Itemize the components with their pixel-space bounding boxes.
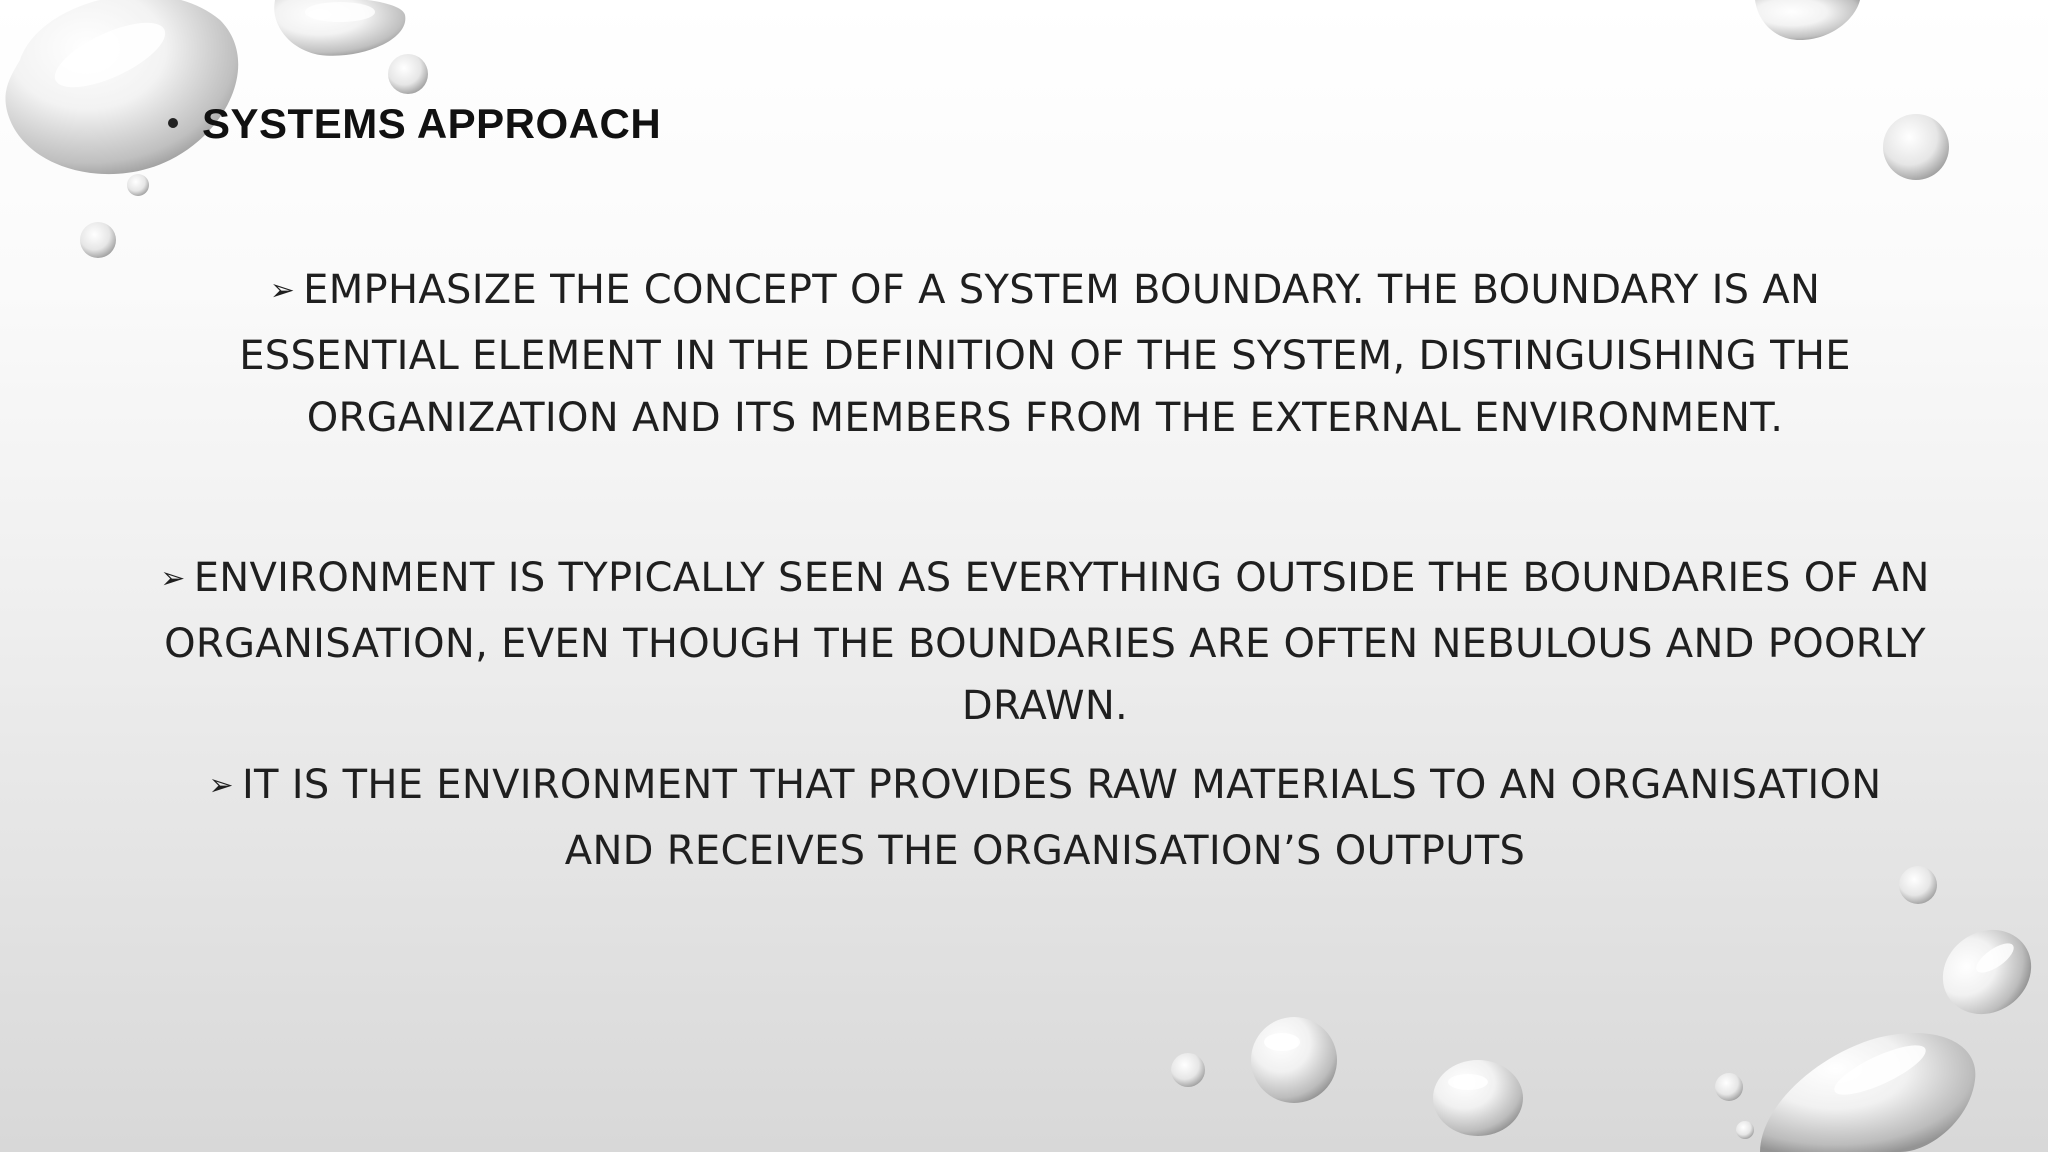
bullet-point-3 xyxy=(160,754,1930,882)
drop-small-1 xyxy=(388,54,428,94)
heading-text: SYSTEMS APPROACH xyxy=(202,100,662,147)
drop-bottom-right-small xyxy=(1715,1073,1743,1101)
bullet-point-1 xyxy=(160,259,1930,449)
drop-small-2 xyxy=(127,174,149,196)
bullet-point-1-text: EMPHASIZE THE CONCEPT OF A SYSTEM BOUNDARY. THE BOUNDARY IS AN ESSENTIAL ELEMENT IN THE DEFINITION OF THE SYSTEM, DISTINGUISHING THE ORGANIZATION AND ITS MEMBERS FROM THE EXTERNAL ENVIRONMENT. xyxy=(239,267,1851,441)
bullet-point-2-text: ENVIRONMENT IS TYPICALLY SEEN AS EVERYTHING OUTSIDE THE BOUNDARIES OF AN ORGANISATION, EVEN THOUGH THE BOUNDARIES ARE OFTEN NEBULOUS AND POORLY DRAWN. xyxy=(164,555,1930,729)
drop-bottom-center-3 xyxy=(1171,1053,1205,1087)
slide-heading xyxy=(168,100,661,148)
drop-small-3 xyxy=(80,222,116,258)
bullet-point-2 xyxy=(160,547,1930,737)
drop-right-3 xyxy=(1926,913,2047,1031)
bullet-point-3-text: IT IS THE ENVIRONMENT THAT PROVIDES RAW MATERIALS TO AN ORGANISATION AND RECEIVES THE ORGANISATION’S OUTPUTS xyxy=(241,762,1882,874)
bullet-dot-icon xyxy=(168,118,178,128)
arrow-bullet-icon: ➢ xyxy=(160,561,186,596)
drop-right-1 xyxy=(1883,114,1949,180)
drop-bottom-right-tiny xyxy=(1736,1121,1754,1139)
drop-top-left-medium xyxy=(274,0,405,56)
arrow-bullet-icon: ➢ xyxy=(269,273,296,308)
drop-top-right xyxy=(1755,0,1860,40)
drop-bottom-right-large xyxy=(1760,1033,1975,1152)
drop-bottom-center-2 xyxy=(1433,1060,1523,1136)
arrow-bullet-icon: ➢ xyxy=(208,768,234,803)
drop-bottom-center-1 xyxy=(1251,1017,1337,1103)
